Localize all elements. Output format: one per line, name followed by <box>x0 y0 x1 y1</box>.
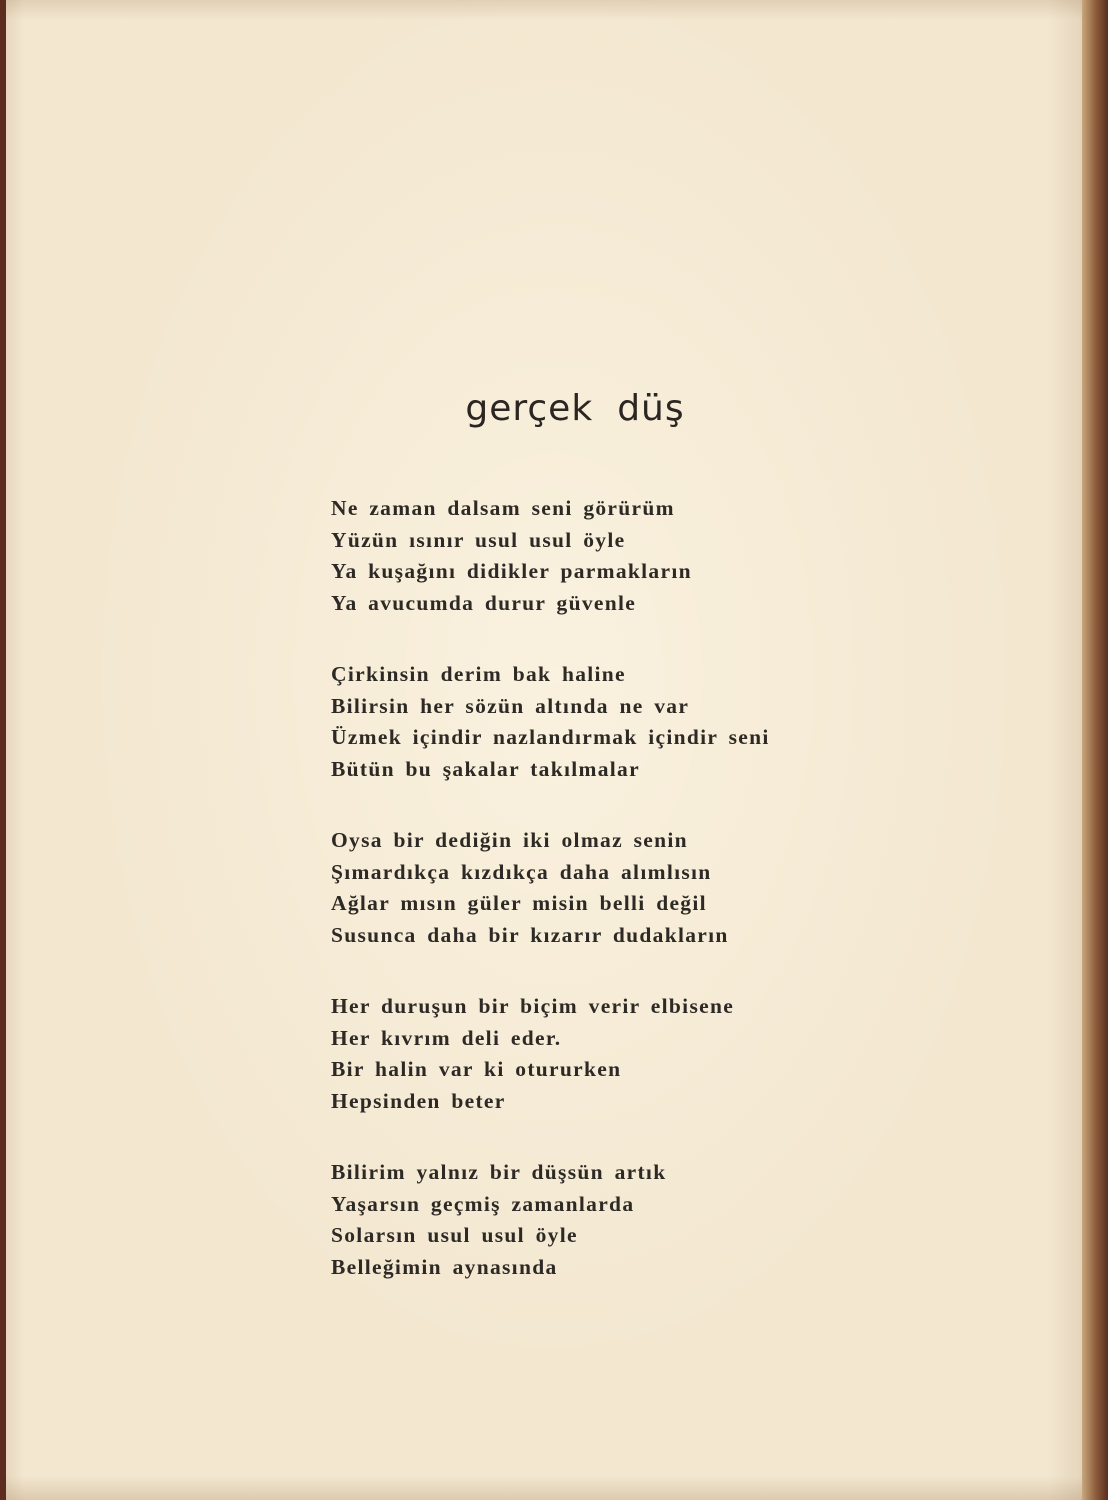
poem-line: Susunca daha bir kızarır dudakların <box>331 922 729 947</box>
poem-line: Ağlar mısın güler misin belli değil <box>331 891 707 915</box>
page-left-edge <box>0 0 6 1500</box>
poem-line: Belleğimin aynasında <box>331 1254 558 1279</box>
poem-line: Üzmek içindir nazlandırmak içindir seni <box>331 725 770 749</box>
poem-line: Her kıvrım deli eder. <box>331 1025 562 1050</box>
stanza <box>331 991 1051 1117</box>
poem-body <box>331 493 1051 1323</box>
poem-line: Her duruşun bir biçim verir elbisene <box>331 994 735 1018</box>
poem-line: Ya kuşağını didikler parmakların <box>331 559 692 583</box>
poem-line: Solarsın usul usul öyle <box>331 1223 578 1247</box>
poem-line: Ya avucumda durur güvenle <box>331 590 637 615</box>
poem-title <box>0 388 1108 429</box>
poem-line: Şımardıkça kızdıkça daha alımlısın <box>331 859 712 884</box>
poem-line: Oysa bir dediğin iki olmaz senin <box>331 828 688 852</box>
poem-line: Bütün bu şakalar takılmalar <box>331 756 640 781</box>
poem-title-word: gerçek <box>465 388 594 429</box>
poem-line: Bilirsin her sözün altında ne var <box>331 693 690 718</box>
poem-line: Yüzün ısınır usul usul öyle <box>331 527 626 552</box>
stanza <box>331 825 1051 951</box>
poem-title-word: düş <box>617 388 685 429</box>
page-right-edge <box>1082 0 1108 1500</box>
poem-line: Bir halin var ki otururken <box>331 1057 622 1081</box>
poem-line: Yaşarsın geçmiş zamanlarda <box>331 1191 635 1216</box>
stanza <box>331 493 1051 619</box>
poem-line: Hepsinden beter <box>331 1088 506 1113</box>
poem-line: Ne zaman dalsam seni görürüm <box>331 496 675 520</box>
poem-line: Bilirim yalnız bir düşsün artık <box>331 1160 667 1184</box>
stanza <box>331 659 1051 785</box>
stanza <box>331 1157 1051 1283</box>
poem-line: Çirkinsin derim bak haline <box>331 662 626 686</box>
